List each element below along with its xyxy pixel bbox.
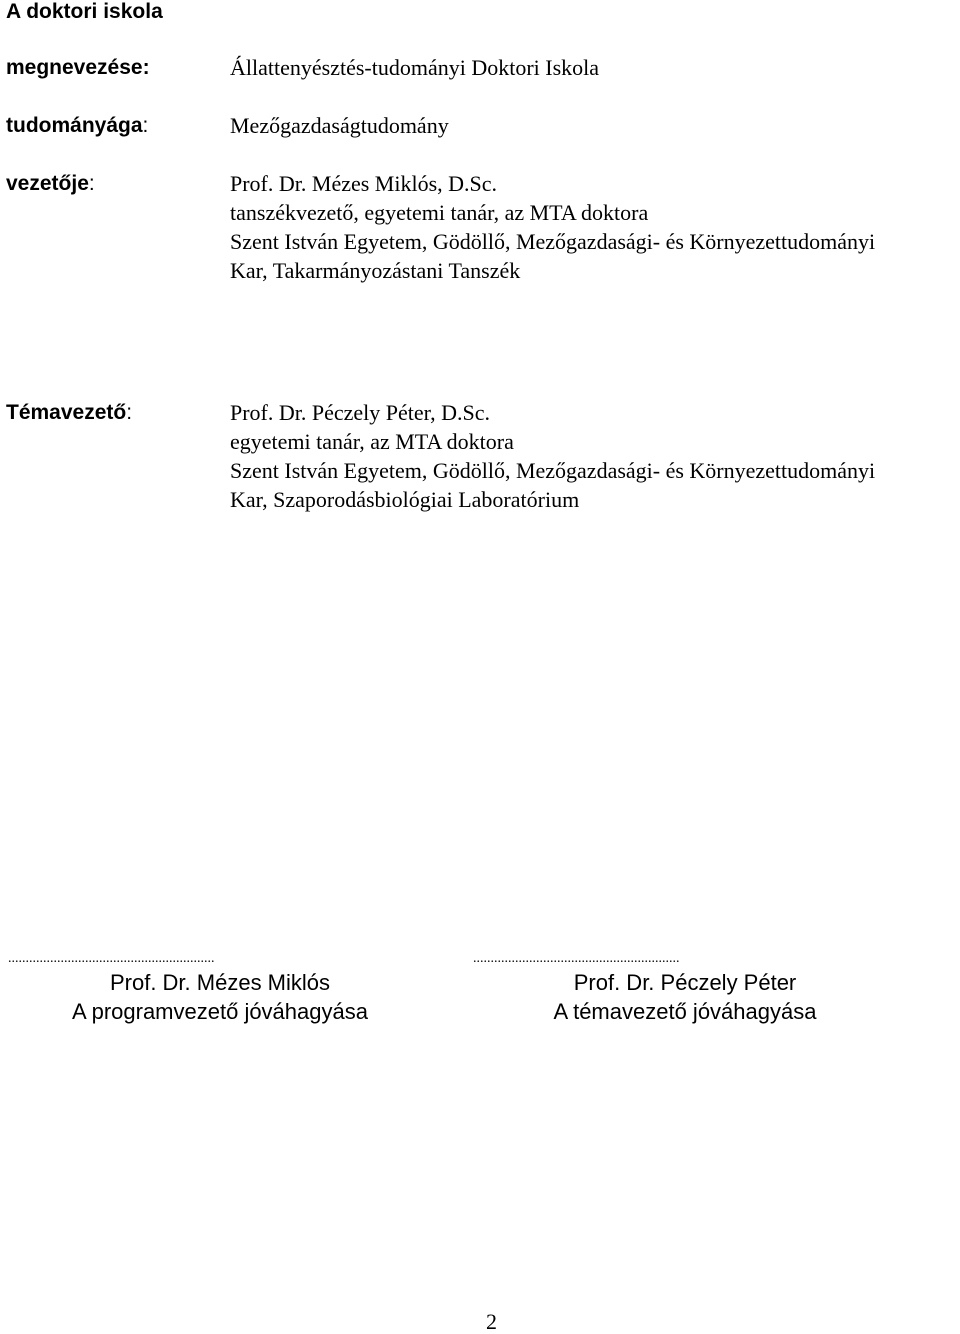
school-head-department: Kar, Takarmányozástani Tanszék — [230, 258, 521, 283]
signature-right-caption: A témavezető jóváhagyása — [553, 999, 817, 1024]
school-name-label — [6, 57, 150, 79]
signature-left-caption: A programvezető jóváhagyása — [72, 999, 368, 1024]
school-head-name: Prof. Dr. Mézes Miklós, D.Sc. — [230, 171, 498, 196]
page-number: 2 — [486, 1309, 497, 1334]
school-name-label-text: megnevezése: — [6, 56, 150, 79]
school-field-value: Mezőgazdaságtudomány — [230, 113, 449, 138]
supervisor-label-colon: : — [126, 401, 133, 424]
school-head-label-text: vezetője — [6, 172, 89, 195]
signature-left — [8, 951, 410, 1026]
supervisor-name: Prof. Dr. Péczely Péter, D.Sc. — [230, 400, 491, 425]
signature-right-dots: ........................................................... — [473, 951, 680, 966]
signature-left-dots: ........................................................... — [8, 951, 215, 966]
school-head-institution: Szent István Egyetem, Gödöllő, Mezőgazdasági- és Környezettudományi — [230, 229, 876, 254]
signature-right — [473, 951, 875, 1026]
school-field-label — [6, 115, 148, 137]
school-field-label-colon: : — [142, 114, 149, 137]
document-heading: A doktori iskola — [6, 0, 163, 23]
supervisor-department: Kar, Szaporodásbiológiai Laboratórium — [230, 487, 580, 512]
supervisor-institution: Szent István Egyetem, Gödöllő, Mezőgazdasági- és Környezettudományi — [230, 458, 876, 483]
school-head-label — [6, 173, 95, 195]
supervisor-position: egyetemi tanár, az MTA doktora — [230, 429, 514, 454]
school-head-details — [230, 169, 875, 285]
school-head-label-colon: : — [88, 172, 95, 195]
school-field-label-text: tudományága — [6, 114, 143, 137]
supervisor-details — [230, 398, 875, 514]
signature-left-name: Prof. Dr. Mézes Miklós — [109, 970, 331, 995]
school-head-position: tanszékvezető, egyetemi tanár, az MTA doktora — [230, 200, 649, 225]
signature-right-name: Prof. Dr. Péczely Péter — [573, 970, 797, 995]
school-name-value: Állattenyésztés-tudományi Doktori Iskola — [230, 55, 600, 80]
supervisor-label-text: Témavezető — [6, 401, 127, 424]
supervisor-label — [6, 402, 132, 424]
